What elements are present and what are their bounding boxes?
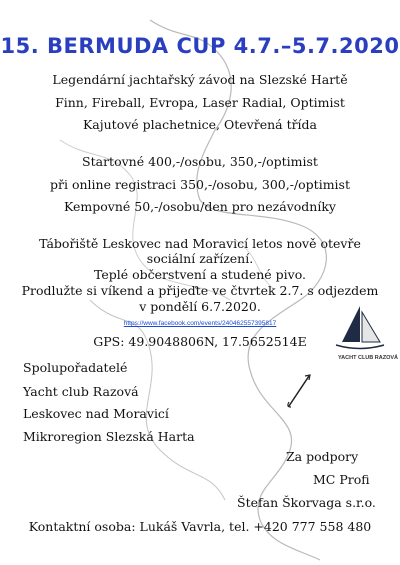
trident-icon [283,374,313,409]
intro-line: Finn, Fireball, Evropa, Laser Radial, Optimist [55,95,345,110]
camp-line: Prodlužte si víkend a přijeďte ve čtvrtek 2.7. s odjezdem [21,283,379,298]
intro-line: Kajutové plachetnice, Otevřená třída [82,117,318,132]
gps-coordinates: GPS: 49.9048806N, 17.5652514E [93,334,307,349]
facebook-event-link[interactable]: https://www.facebook.com/events/240462557395817 [123,320,277,327]
sponsor-item: Štefan Škorvaga s.r.o. [237,495,376,510]
sponsors-heading: Za podpory [286,449,359,464]
camp-line: sociální zařízení. [146,251,254,266]
intro-line: Legendární jachtařský závod na Slezské Hartě [52,72,348,87]
contact-info: Kontaktní osoba: Lukáš Vavrla, tel. +420 777 558 480 [28,519,372,534]
page-title: 15. BERMUDA CUP 4.7.–5.7.2020 [0,34,400,58]
fee-line: Startovné 400,-/osobu, 350,-/optimist [82,154,318,169]
yacht-club-logo-text: YACHT CLUB RAZOVÁ [338,355,398,361]
coorganizers-heading: Spolupořadatelé [23,360,128,375]
camp-line: Tábořiště Leskovec nad Moravicí letos nově otevře [39,236,361,251]
coorganizer-item: Leskovec nad Moravicí [23,406,169,421]
fee-line: Kempovné 50,-/osobu/den pro nezávodníky [64,199,336,214]
sponsor-item: MC Profi [313,472,370,487]
fee-line: při online registraci 350,-/osobu, 300,-/optimist [50,177,350,192]
coorganizer-item: Mikroregion Slezská Harta [23,429,195,444]
camp-line: v pondělí 6.7.2020. [139,299,261,314]
camp-line: Teplé občerstvení a studené pivo. [93,267,307,282]
coorganizer-item: Yacht club Razová [23,384,139,399]
